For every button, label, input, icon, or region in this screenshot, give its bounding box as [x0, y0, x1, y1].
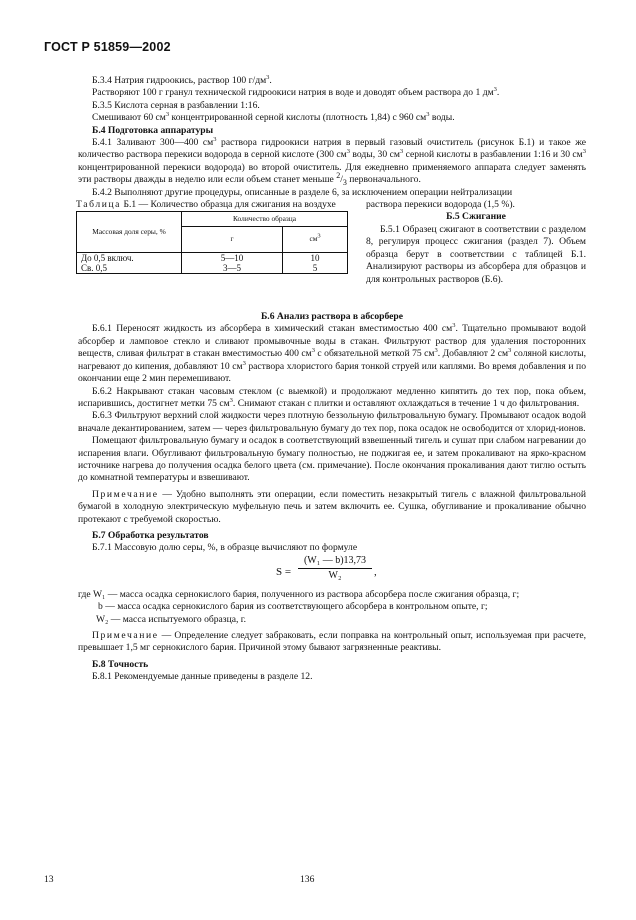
heading-b8: Б.8 Точность	[92, 658, 149, 670]
paragraph-h2so4	[78, 112, 586, 124]
paragraph-b81: Б.8.1 Рекомендуемые данные приведены в разделе 12.	[92, 671, 313, 683]
paragraph-b42: Б.4.2 Выполняют другие процедуры, описанные в разделе 6, за исключением операции нейтрализации	[92, 186, 513, 198]
cell-grams: 5—10	[182, 252, 283, 263]
text: см	[309, 234, 318, 244]
legend-item	[78, 589, 586, 601]
table-row	[77, 263, 348, 274]
legend-text: — масса испытуемого образца, г.	[108, 613, 247, 625]
cell-cm3: 5	[283, 263, 348, 274]
text: с обязательной меткой 75 см	[314, 348, 435, 360]
paragraph-b62	[78, 386, 586, 411]
paragraph-b63: Б.6.3 Фильтруют верхний слой жидкости через плотную беззольную фильтровальную бумагу. Промывают осадок водой вначале декантированием, затем — через фильтровальную бумагу до тех пор, пока осадок не освободится от хлорид-ионов.	[78, 410, 586, 434]
paragraph-b51: Б.5.1 Образец сжигают в соответствии с разделом 8, регулируя процесс сжигания (раздел 7). Объем образца берут в соответствии с таблицей Б.1. Анализируют растворы из абсорбера для образцов и для контрольных растворов (Б.6).	[366, 223, 586, 285]
text: .	[269, 75, 272, 86]
paragraph-b35: Б.3.5 Кислота серная в разбавлении 1:16.	[92, 99, 260, 111]
superscript: 3	[582, 148, 586, 156]
superscript: 3	[399, 148, 404, 156]
text: раствора хлористого бария тонкой струей или каплями. Во время добавления и по окончании еще 2 мин перемешивают.	[78, 360, 586, 385]
paragraph-continuation: раствора перекиси водорода (1,5 %).	[366, 199, 515, 211]
col-cm3-header	[283, 226, 348, 252]
table-row	[77, 252, 348, 263]
cell-range: Св. 0,5	[77, 263, 182, 274]
text: Б.3.4 Натрия гидроокись, раствор 100 г/дм	[92, 75, 267, 86]
text: Б.6.1 Переносят жидкость из абсорбера в химический стакан вместимостью 400 см	[92, 323, 453, 335]
paragraph-b41	[78, 137, 586, 187]
standard-header: ГОСТ Р 51859—2002	[44, 40, 171, 54]
paragraph-b34	[78, 75, 586, 87]
fraction-denominator: 3	[342, 178, 347, 188]
text: . Добавляют 2 см	[437, 348, 509, 360]
superscript: 3	[508, 347, 512, 355]
heading-b7: Б.7 Обработка результатов	[92, 529, 209, 541]
superscript: 3	[452, 322, 456, 330]
text: . Снимают стакан с плитки и оставляют охлаждаться в течение 1 ч до фильтрования.	[232, 397, 580, 409]
formula-numerator: (W₁ — b)13,73	[298, 555, 372, 569]
legend-symbol: W₂	[96, 613, 109, 625]
legend-text: — масса осадка сернокислого бария из соответствующего абсорбера в контрольном опыте, г;	[102, 601, 488, 613]
col-sulfur-header: Массовая доля серы, %	[77, 211, 182, 252]
text: .	[496, 87, 500, 99]
text: первоначального.	[346, 174, 421, 186]
legend-item	[78, 614, 586, 626]
legend-text: — масса осадка сернокислого бария, полученного из раствора абсорбера после сжигания образца, г;	[105, 588, 520, 600]
group-header: Количество образца	[182, 211, 348, 226]
fraction-numerator: 2	[336, 171, 341, 181]
superscript: 3	[165, 111, 170, 119]
caption-label: Таблица	[76, 199, 122, 211]
text: воды, 30 см	[349, 149, 400, 161]
superscript: 3	[229, 396, 233, 404]
superscript: 3	[317, 232, 321, 240]
superscript: 3	[242, 359, 246, 367]
right-column	[366, 199, 586, 286]
note-label: Примечание	[92, 488, 159, 500]
text: . Тщательно промывают водой абсорбер и ламповое стекло и сливают промывочные воды в стакан. Фильтруют раствор для удаления посторонних веществ, сливая фильтрат в стакан вместимостью 400 см	[78, 323, 586, 360]
fraction-slash: /	[340, 174, 343, 186]
paragraph-naoh	[78, 87, 586, 99]
note-1	[78, 489, 586, 526]
text: Растворяют 100 г гранул технической гидроокиси натрия в воде и доводят объем раствора до 1 дм	[92, 87, 494, 99]
formula-lhs: S =	[276, 565, 292, 578]
table-caption	[76, 199, 350, 211]
heading-b6: Б.6 Анализ раствора в абсорбере	[260, 311, 404, 323]
note-label: Примечание	[92, 630, 159, 641]
formula-end: ,	[374, 565, 377, 578]
sample-quantity-table	[76, 211, 348, 274]
formula-fraction	[298, 555, 372, 583]
superscript: 3	[434, 347, 438, 355]
note-text: — Удобно выполнять эти операции, если поместить незакрытый тигель с влажной фильтровальной бумагой в холодную электрическую муфельную печь и затем включить ее. Сушка, обугливание и прокаливание обычно протекают с требуемой скоростью.	[78, 488, 586, 525]
legend-symbol: W₁	[93, 588, 106, 600]
legend-symbol: b	[98, 601, 103, 613]
superscript: 3	[266, 73, 270, 81]
text: соляной кислоты, нагревают до кипения, добавляют 10 см	[78, 348, 586, 372]
caption-text: Б.1 — Количество образца для сжигания на воздухе	[121, 199, 336, 211]
paragraph-b63-continued: Помещают фильтровальную бумагу и осадок в соответствующий взвешенный тигель и сушат при слабом нагревании до испарения влаги. Обугливают фильтровальную бумагу полностью, не поджигая ее, и затем прокаливают на ярко-красном источнике нагрева до получения осадка белого цвета (см. примечание). После окончания прокаливания дают тиглю остыть до комнатной температуры и взвешивают.	[78, 435, 586, 484]
cell-range: До 0,5 включ.	[77, 252, 182, 263]
text: концентрированной серной кислоты (плотность 1,84) с 960 см	[169, 112, 427, 124]
text: Смешивают 60 см	[92, 112, 166, 124]
cell-cm3: 10	[283, 252, 348, 263]
note-2	[78, 630, 586, 655]
text: серной кислоты в разбавлении 1:16 и 30 см	[403, 149, 583, 161]
sulfur-formula	[78, 555, 586, 589]
document-body	[78, 75, 586, 684]
table-header-row	[77, 211, 348, 226]
note-text: — Определение следует забраковать, если поправка на контрольный опыт, используемая при расчете, превышает 1,5 мг сернокислого бария. Причиной этому бывают загрязненные реактивы.	[78, 630, 586, 654]
text: раствора гидроокиси натрия в первый газовый очиститель (рисунок Б.1) и такое же количество раствора перекиси водорода в серной кислоте (300 см	[78, 137, 586, 161]
table-and-column-block	[78, 199, 586, 311]
footer-left-number: 13	[44, 874, 54, 885]
formula-denominator: W₂	[328, 570, 342, 582]
page-number: 136	[300, 874, 315, 885]
superscript: 3	[426, 111, 430, 119]
superscript: 3	[311, 347, 315, 355]
text: концентрированной перекиси водорода) во второй очиститель. Для ежедневно применяемого аппарата следует заменять эти растворы дважды в неделю или если объем станет меньше	[78, 161, 586, 186]
legend-item	[78, 601, 586, 613]
superscript: 3	[493, 86, 497, 94]
table-block	[76, 199, 350, 274]
heading-b5: Б.5 Сжигание	[446, 211, 506, 223]
paragraph-b71: Б.7.1 Массовую долю серы, %, в образце вычисляют по формуле	[92, 542, 358, 554]
paragraph-b61	[78, 323, 586, 385]
text: Б.6.2 Накрывают стакан часовым стеклом (с выемкой) и продолжают медленно кипятить до тех пор, пока объем, испарившись, достигнет метки 75 см	[78, 385, 586, 409]
cell-grams: 3—5	[182, 263, 283, 274]
superscript: 3	[213, 135, 217, 143]
col-grams-header: г	[182, 226, 283, 252]
legend-prefix: где	[78, 588, 93, 600]
heading-b4: Б.4 Подготовка аппаратуры	[92, 124, 214, 136]
text: Б.4.1 Заливают 300—400 см	[92, 137, 214, 149]
text: воды.	[429, 112, 455, 124]
superscript: 3	[346, 148, 350, 156]
